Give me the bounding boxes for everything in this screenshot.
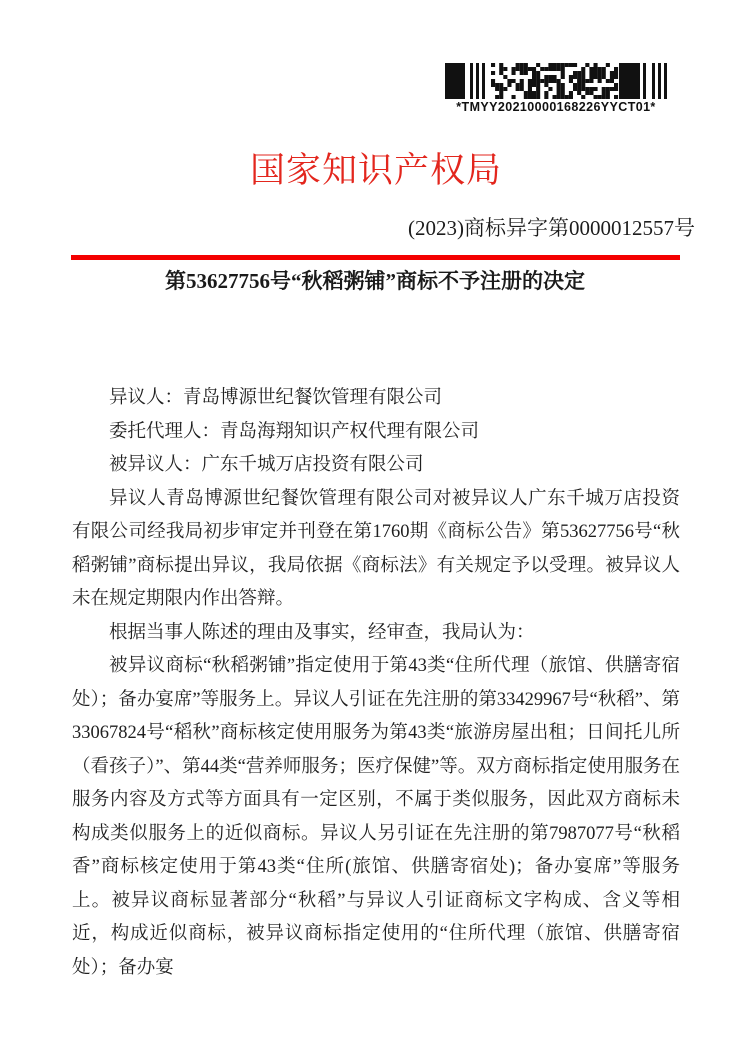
paragraph-review-intro: 根据当事人陈述的理由及事实，经审查，我局认为：: [109, 622, 535, 643]
red-rule-divider: [71, 255, 680, 260]
agent-line: 委托代理人：青岛海翔知识产权代理有限公司: [109, 421, 480, 442]
paragraph-findings: 被异议商标“秋稻粥铺”指定使用于第43类“住所代理（旅馆、供膳寄宿处）；备办宴席”等服务上。异议人引证在先注册的第33429967号“秋稻”、第33067824号“稻秋”商标核定使用服务为第43类“旅游房屋出租；日间托儿所（看孩子）”、第44类“营养师服务；医疗保健”等。双方商标指定使用服务在服务内容及方式等方面具有一定区别，不属于类似服务，因此双方商标未构成类似服务上的近似商标。异议人另引证在先注册的第7987077号“秋稻香”商标核定使用于第43类“住所(旅馆、供膳寄宿处)；备办宴席”等服务上。被异议商标显著部分“秋稻”与异议人引证商标文字构成、含义等相近，构成近似商标，被异议商标指定使用的“住所代理（旅馆、供膳寄宿处）；备办宴: [72, 656, 680, 978]
opposed-line: 被异议人：广东千城万店投资有限公司: [109, 455, 424, 475]
barcode: [443, 63, 669, 114]
paragraph-case-background: 异议人青岛博源世纪餐饮管理有限公司对被异议人广东千城万店投资有限公司经我局初步审定并刊登在第1760期《商标公告》第53627756号“秋稻粥铺”商标提出异议，我局依据《商标法》有关规定予以受理。被异议人未在规定期限内作出答辩。: [72, 488, 680, 609]
barcode-image: [445, 63, 667, 99]
barcode-text: *TMYY20210000168226YYCT01*: [456, 100, 656, 114]
doc-number: (2023)商标异字第0000012557号: [408, 216, 695, 240]
opponent-line: 异议人：青岛博源世纪餐饮管理有限公司: [109, 388, 443, 408]
agency-title: 国家知识产权局: [249, 151, 502, 190]
decision-title: 第53627756号“秋稻粥铺”商标不予注册的决定: [165, 269, 585, 293]
document-body: [72, 382, 680, 985]
